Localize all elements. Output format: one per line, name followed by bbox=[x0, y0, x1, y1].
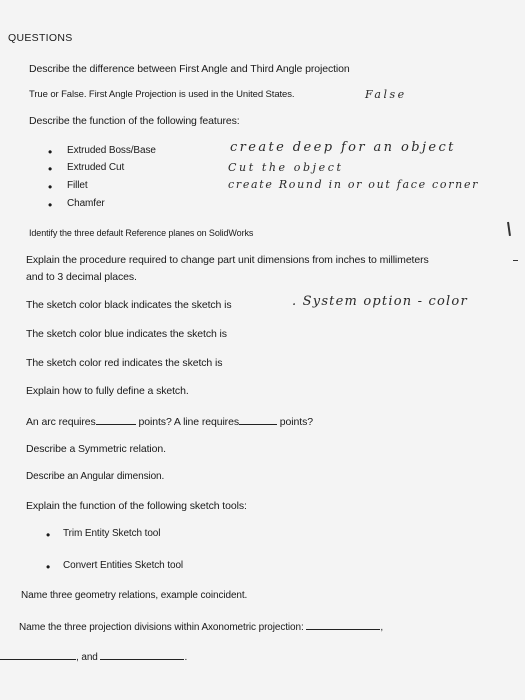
bullet: • bbox=[48, 162, 53, 176]
bullet: • bbox=[48, 145, 53, 159]
question-axonometric-divisions: Name the three projection divisions within Axonometric projection: , bbox=[19, 619, 383, 633]
question-unit-procedure-line1: Explain the procedure required to change part unit dimensions from inches to millimeters bbox=[26, 254, 429, 266]
bullet: • bbox=[46, 528, 51, 542]
question-true-false: True or False. First Angle Projection is used in the United States. bbox=[29, 89, 295, 100]
axonometric-label: Name the three projection divisions within Axonometric projection: bbox=[19, 622, 304, 633]
points-end-label: points? bbox=[279, 416, 313, 428]
axonometric-continuation: , and . bbox=[0, 649, 187, 663]
feature-label-chamfer: Chamfer bbox=[67, 198, 105, 209]
question-color-black: The sketch color black indicates the sketch is bbox=[26, 299, 232, 311]
question-reference-planes: Identify the three default Reference planes on SolidWorks bbox=[29, 228, 254, 238]
and-label: and bbox=[81, 652, 98, 663]
bullet: • bbox=[46, 560, 51, 574]
question-symmetric-relation: Describe a Symmetric relation. bbox=[26, 443, 166, 455]
handwritten-answer-fillet: create Round in or out face corner bbox=[228, 178, 480, 191]
pen-mark bbox=[513, 260, 518, 261]
feature-label-extruded-cut: Extruded Cut bbox=[67, 162, 125, 173]
questions-heading: QUESTIONS bbox=[8, 32, 73, 44]
tool-trim-entity: Trim Entity Sketch tool bbox=[63, 528, 161, 539]
handwritten-answer-extruded-cut: Cut the object bbox=[228, 161, 344, 174]
question-sketch-tools: Explain the function of the following sketch tools: bbox=[26, 500, 247, 512]
question-feature-functions: Describe the function of the following features: bbox=[29, 115, 240, 127]
feature-label-boss-base: Extruded Boss/Base bbox=[67, 145, 156, 156]
question-geometry-relations: Name three geometry relations, example coincident. bbox=[21, 590, 248, 601]
bullet: • bbox=[48, 180, 53, 194]
question-fully-define: Explain how to fully define a sketch. bbox=[26, 385, 189, 397]
question-arc-line-points bbox=[26, 414, 313, 428]
handwritten-answer-false: False bbox=[365, 88, 407, 101]
arc-points-blank bbox=[96, 414, 136, 425]
axonometric-blank-1 bbox=[306, 619, 380, 630]
line-points-label: points? A line requires bbox=[138, 416, 239, 428]
question-color-red: The sketch color red indicates the sketch is bbox=[26, 357, 223, 369]
handwritten-answer-boss-base: create deep for an object bbox=[230, 140, 456, 155]
feature-label-fillet: Fillet bbox=[67, 180, 88, 191]
question-unit-procedure-line2: and to 3 decimal places. bbox=[26, 271, 137, 283]
bullet: • bbox=[48, 198, 53, 212]
handwritten-answer-color-black: . System option - color bbox=[292, 294, 468, 309]
question-color-blue: The sketch color blue indicates the sketch is bbox=[26, 328, 227, 340]
line-points-blank bbox=[239, 414, 277, 425]
question-angular-dimension: Describe an Angular dimension. bbox=[26, 471, 165, 482]
pen-mark bbox=[507, 222, 510, 236]
axonometric-blank-3 bbox=[100, 649, 184, 660]
axonometric-blank-2 bbox=[0, 649, 76, 660]
arc-points-label: An arc requires bbox=[26, 416, 96, 428]
question-projection-difference: Describe the difference between First Angle and Third Angle projection bbox=[29, 63, 350, 75]
tool-convert-entities: Convert Entities Sketch tool bbox=[63, 560, 184, 571]
